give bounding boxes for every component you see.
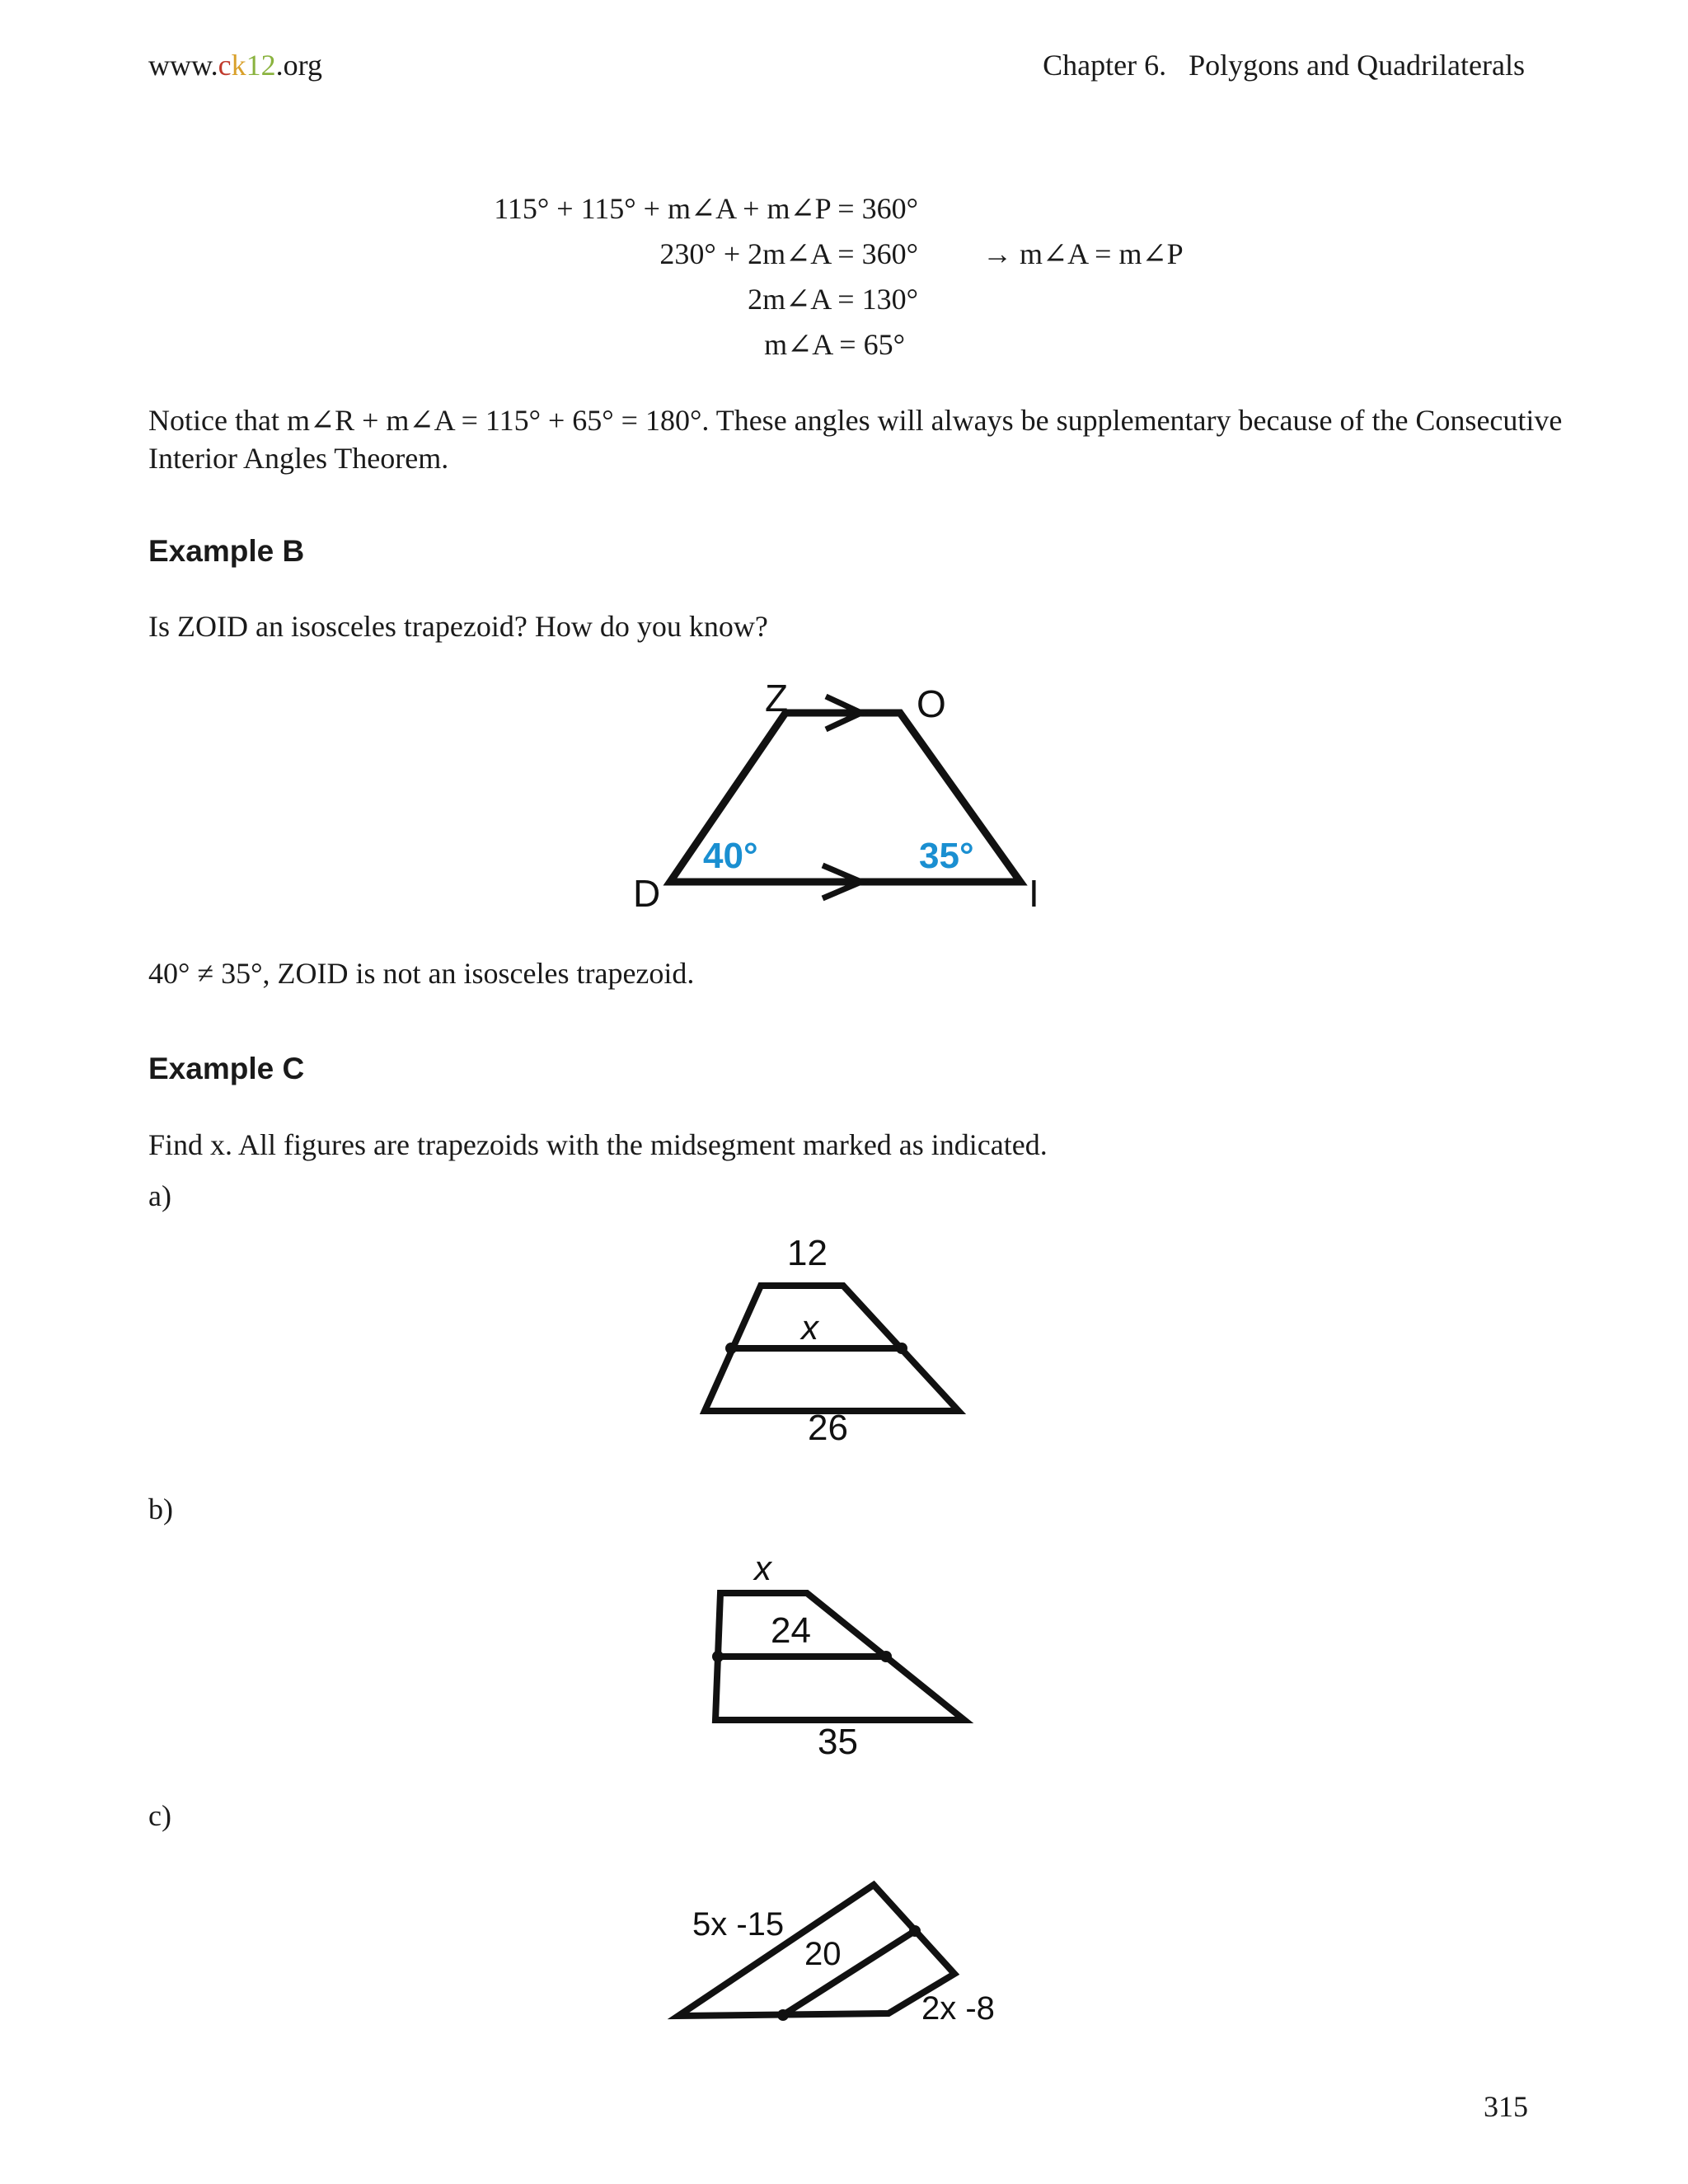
example-c-heading: Example C — [148, 1052, 305, 1085]
vertex-o-label: O — [917, 682, 946, 725]
trap-c-mid-label: 20 — [804, 1936, 842, 1972]
part-c-label: c) — [148, 1799, 171, 1832]
notice-line-1: Notice that m∠R + m∠A = 115° + 65° = 180°. These angles will always be supplementary because of the Consecutive — [148, 404, 1563, 437]
example-c-prompt: Find x. All figures are trapezoids with the midsegment marked as indicated. — [148, 1128, 1048, 1161]
part-a-label: a) — [148, 1179, 171, 1212]
trap-a-top-label: 12 — [787, 1233, 828, 1273]
trap-a-bottom-label: 26 — [808, 1408, 848, 1448]
trap-c-bottom-label: 2x -8 — [921, 1990, 995, 2027]
example-b-heading: Example B — [148, 534, 305, 568]
notice-line-2: Interior Angles Theorem. — [148, 442, 449, 475]
site-url[interactable]: www.ck12.org — [148, 49, 322, 82]
trap-b-top-label: x — [754, 1549, 771, 1587]
trapezoid-b-figure — [701, 1549, 981, 1764]
trap-a-mid-label: x — [801, 1308, 818, 1347]
trap-b-bottom-label: 35 — [818, 1722, 858, 1762]
equation-line-1: 115° + 115° + m∠A + m∠P = 360° — [494, 192, 918, 225]
trapezoid-c-figure — [659, 1863, 1039, 2044]
equation-line-3: 2m∠A = 130° — [748, 283, 918, 316]
chapter-title: Chapter 6. Polygons and Quadrilaterals — [1043, 49, 1525, 82]
example-b-answer: 40° ≠ 35°, ZOID is not an isosceles trapezoid. — [148, 957, 695, 990]
vertex-d-label: D — [633, 872, 661, 915]
equation-note: → m∠A = m∠P — [982, 237, 1184, 270]
equation-line-2: 230° + 2m∠A = 360° — [659, 237, 918, 270]
page-number: 315 — [1484, 2090, 1528, 2123]
example-b-question: Is ZOID an isosceles trapezoid? How do you know? — [148, 610, 768, 643]
part-b-label: b) — [148, 1493, 173, 1526]
trap-b-mid-label: 24 — [771, 1610, 811, 1651]
zoid-trapezoid-figure — [610, 668, 1071, 923]
trap-c-top-label: 5x -15 — [692, 1906, 785, 1943]
vertex-i-label: I — [1029, 872, 1039, 915]
angle-d-label: 40° — [703, 836, 758, 876]
vertex-z-label: Z — [765, 677, 789, 719]
notice-paragraph — [148, 401, 1563, 477]
trapezoid-a-figure — [692, 1228, 973, 1467]
equation-line-4: m∠A = 65° — [764, 328, 905, 361]
angle-i-label: 35° — [919, 836, 974, 876]
